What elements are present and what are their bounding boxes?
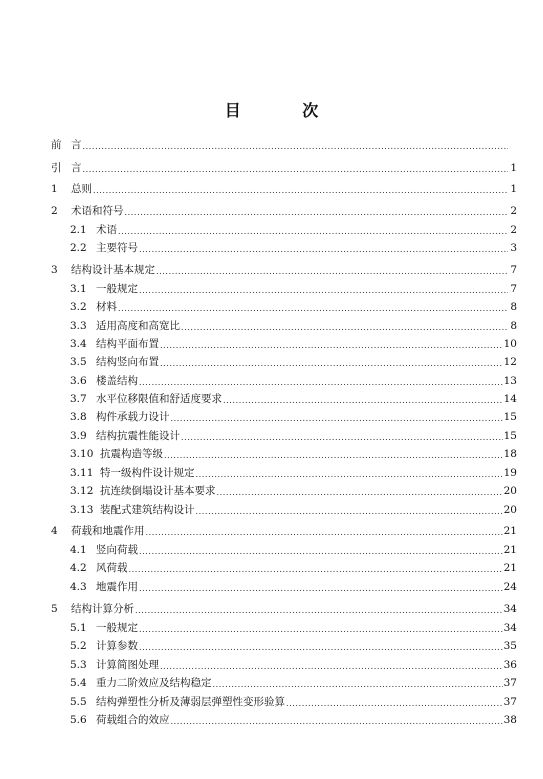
toc-entry-title: 荷载组合的效应	[96, 714, 170, 726]
toc-entry-title: 一般规定	[96, 622, 138, 634]
toc-entry-title: 竖向荷载	[96, 544, 138, 556]
toc-entry-number: 5.1	[70, 622, 87, 634]
toc-entry-page: 24	[503, 581, 517, 593]
toc-entry-title: 水平位移限值和舒适度要求	[96, 393, 222, 405]
toc-entry[interactable]	[51, 263, 517, 277]
toc-entry-number: 3.11	[70, 467, 94, 479]
toc-entry-number: 3.4	[70, 338, 87, 350]
toc-entry[interactable]	[70, 561, 517, 575]
dot-leader	[223, 392, 503, 406]
page-title: 目 次	[224, 101, 347, 120]
dot-leader	[139, 374, 503, 388]
toc-entry[interactable]	[70, 374, 517, 388]
toc-entry-title: 特一级构件设计规定	[100, 467, 195, 479]
dot-leader	[139, 639, 503, 653]
toc-entry[interactable]	[51, 602, 517, 616]
toc-entry-page: 18	[503, 448, 517, 460]
toc-entry[interactable]	[70, 282, 517, 296]
toc-entry-page: 21	[503, 525, 517, 537]
dot-leader	[135, 602, 503, 616]
toc-entry-number: 4	[51, 525, 58, 537]
toc-entry-number: 3.8	[70, 411, 87, 423]
toc-entry-number: 前	[51, 139, 62, 151]
toc-entry-number: 3.10	[70, 448, 94, 460]
toc-entry-page: 34	[503, 622, 517, 634]
toc-entry-title: 材料	[96, 301, 117, 313]
toc-entry-number: 2.2	[70, 242, 87, 254]
toc-entry[interactable]	[70, 484, 517, 498]
toc-entry-page: 12	[503, 356, 517, 368]
toc-entry-number: 3.6	[70, 375, 87, 387]
dot-leader	[118, 300, 508, 314]
dot-leader	[181, 429, 503, 443]
toc-entry-number: 3.12	[70, 485, 94, 497]
toc-entry-title: 结构平面布置	[96, 338, 159, 350]
toc-entry-number: 引	[51, 162, 62, 174]
dot-leader	[160, 658, 503, 672]
toc-entry-page: 13	[503, 375, 517, 387]
toc-entry-title: 重力二阶效应及结构稳定	[96, 677, 212, 689]
toc-entry-title: 总则	[71, 183, 92, 195]
dot-leader	[139, 621, 503, 635]
toc-entry-title: 术语和符号	[71, 205, 124, 217]
toc-entry-title: 一般规定	[96, 283, 138, 295]
dot-leader	[146, 524, 503, 538]
toc-entry-page: 34	[503, 603, 517, 615]
toc-entry[interactable]	[70, 580, 517, 594]
dot-leader	[125, 204, 509, 218]
toc-entry-number: 3.5	[70, 356, 87, 368]
toc-entry-page: 2	[510, 205, 517, 217]
toc-entry-number: 2.1	[70, 224, 87, 236]
dot-leader	[213, 676, 503, 690]
toc-entry-number: 4.2	[70, 562, 87, 574]
toc-entry-page: 37	[503, 696, 517, 708]
toc-entry-title: 楼盖结构	[96, 375, 138, 387]
toc-entry-number: 4.3	[70, 581, 87, 593]
toc-entry-page: 8	[510, 320, 517, 332]
toc-entry-page: 20	[503, 504, 517, 516]
dot-leader	[164, 447, 503, 461]
toc-entry[interactable]	[70, 355, 517, 369]
toc-entry-number: 3.13	[70, 504, 94, 516]
toc-entry-page: 8	[510, 301, 517, 313]
toc-entry-number: 3.3	[70, 320, 87, 332]
toc-entry-title: 荷载和地震作用	[71, 525, 145, 537]
toc-entry-number: 5	[51, 603, 58, 615]
toc-entry-title: 适用高度和高宽比	[96, 320, 180, 332]
toc-entry-title: 计算参数	[96, 640, 138, 652]
dot-leader	[139, 543, 503, 557]
dot-leader	[156, 263, 508, 277]
dot-leader	[139, 241, 508, 255]
toc-entry-title: 结构弹塑性分析及薄弱层弹塑性变形验算	[96, 696, 285, 708]
dot-leader	[139, 282, 508, 296]
toc-entry[interactable]	[70, 676, 517, 690]
toc-entry-title: 言	[71, 139, 82, 151]
dot-leader	[286, 695, 503, 709]
toc-entry[interactable]	[70, 543, 517, 557]
toc-entry-number: 3.1	[70, 283, 87, 295]
toc-entry-page: 14	[503, 393, 517, 405]
toc-entry-page: 36	[503, 659, 517, 671]
toc-entry[interactable]	[51, 524, 517, 538]
toc-entry-number: 5.3	[70, 659, 87, 671]
toc-entry-number: 5.5	[70, 696, 87, 708]
toc-entry[interactable]	[70, 503, 517, 517]
toc-entry[interactable]	[70, 410, 517, 424]
dot-leader	[83, 138, 509, 152]
dot-leader	[93, 182, 508, 196]
dot-leader	[181, 319, 508, 333]
toc-entry[interactable]	[70, 695, 517, 709]
toc-entry-page: 10	[503, 338, 517, 350]
toc-entry[interactable]	[70, 319, 517, 333]
dot-leader	[139, 580, 503, 594]
toc-entry-number: 5.6	[70, 714, 87, 726]
toc-entry[interactable]	[70, 639, 517, 653]
toc-entry-page: 37	[503, 677, 517, 689]
toc-entry[interactable]	[70, 713, 517, 727]
toc-entry-page: 1	[510, 162, 517, 174]
dot-leader	[118, 223, 508, 237]
toc-entry-title: 计算简图处理	[96, 659, 159, 671]
toc-entry[interactable]	[51, 182, 517, 196]
toc-entry-number: 1	[51, 183, 58, 195]
toc-entry-page: 19	[503, 467, 517, 479]
toc-entry-page: 7	[510, 283, 517, 295]
toc-entry[interactable]	[70, 241, 517, 255]
toc-entry[interactable]	[70, 337, 517, 351]
dot-leader	[129, 561, 503, 575]
toc-entry-title: 构件承载力设计	[96, 411, 170, 423]
toc-entry-page: 20	[503, 485, 517, 497]
toc-entry[interactable]	[70, 223, 517, 237]
dot-leader	[196, 466, 503, 480]
dot-leader	[171, 713, 503, 727]
toc-entry-page: 35	[503, 640, 517, 652]
toc-entry-number: 4.1	[70, 544, 87, 556]
toc-entry-number: 5.2	[70, 640, 87, 652]
toc-entry[interactable]	[70, 466, 517, 480]
toc-entry[interactable]	[70, 447, 517, 461]
toc-entry[interactable]	[51, 161, 517, 175]
toc-entry-number: 3	[51, 264, 58, 276]
toc-entry-title: 装配式建筑结构设计	[100, 504, 195, 516]
toc-entry-page: 15	[503, 411, 517, 423]
dot-leader	[83, 161, 509, 175]
toc-entry[interactable]	[70, 658, 517, 672]
toc-entry[interactable]	[51, 138, 517, 152]
dot-leader	[160, 337, 503, 351]
toc-entry-page: 7	[510, 264, 517, 276]
toc-entry-title: 术语	[96, 224, 117, 236]
toc-entry-number: 5.4	[70, 677, 87, 689]
toc-entry-title: 风荷载	[96, 562, 128, 574]
toc-entry-page: 1	[510, 183, 517, 195]
toc-entry-page: 38	[503, 714, 517, 726]
dot-leader	[196, 503, 503, 517]
toc-entry[interactable]	[70, 621, 517, 635]
toc-entry-page: 21	[503, 544, 517, 556]
dot-leader	[171, 410, 503, 424]
toc-entry[interactable]	[70, 300, 517, 314]
toc-entry-title: 抗震构造等级	[100, 448, 163, 460]
toc-entry-title: 主要符号	[96, 242, 138, 254]
toc-entry-page: 2	[510, 224, 517, 236]
toc-entry-title: 地震作用	[96, 581, 138, 593]
toc-entry[interactable]	[70, 429, 517, 443]
toc-entry-page: 3	[510, 242, 517, 254]
dot-leader	[160, 355, 503, 369]
toc-entry-title: 结构设计基本规定	[71, 264, 155, 276]
toc-entry-title: 抗连续倒塌设计基本要求	[100, 485, 216, 497]
toc-entry-title: 结构计算分析	[71, 603, 134, 615]
toc-entry[interactable]	[70, 392, 517, 406]
toc-entry-number: 3.2	[70, 301, 87, 313]
dot-leader	[217, 484, 503, 498]
toc-entry-page: 15	[503, 430, 517, 442]
toc-entry-number: 3.7	[70, 393, 87, 405]
toc-entry-page: 21	[503, 562, 517, 574]
toc-entry-title: 言	[71, 162, 82, 174]
toc-entry[interactable]	[51, 204, 517, 218]
toc-entry-title: 结构抗震性能设计	[96, 430, 180, 442]
toc-entry-title: 结构竖向布置	[96, 356, 159, 368]
toc-entry-number: 2	[51, 205, 58, 217]
toc-entry-number: 3.9	[70, 430, 87, 442]
